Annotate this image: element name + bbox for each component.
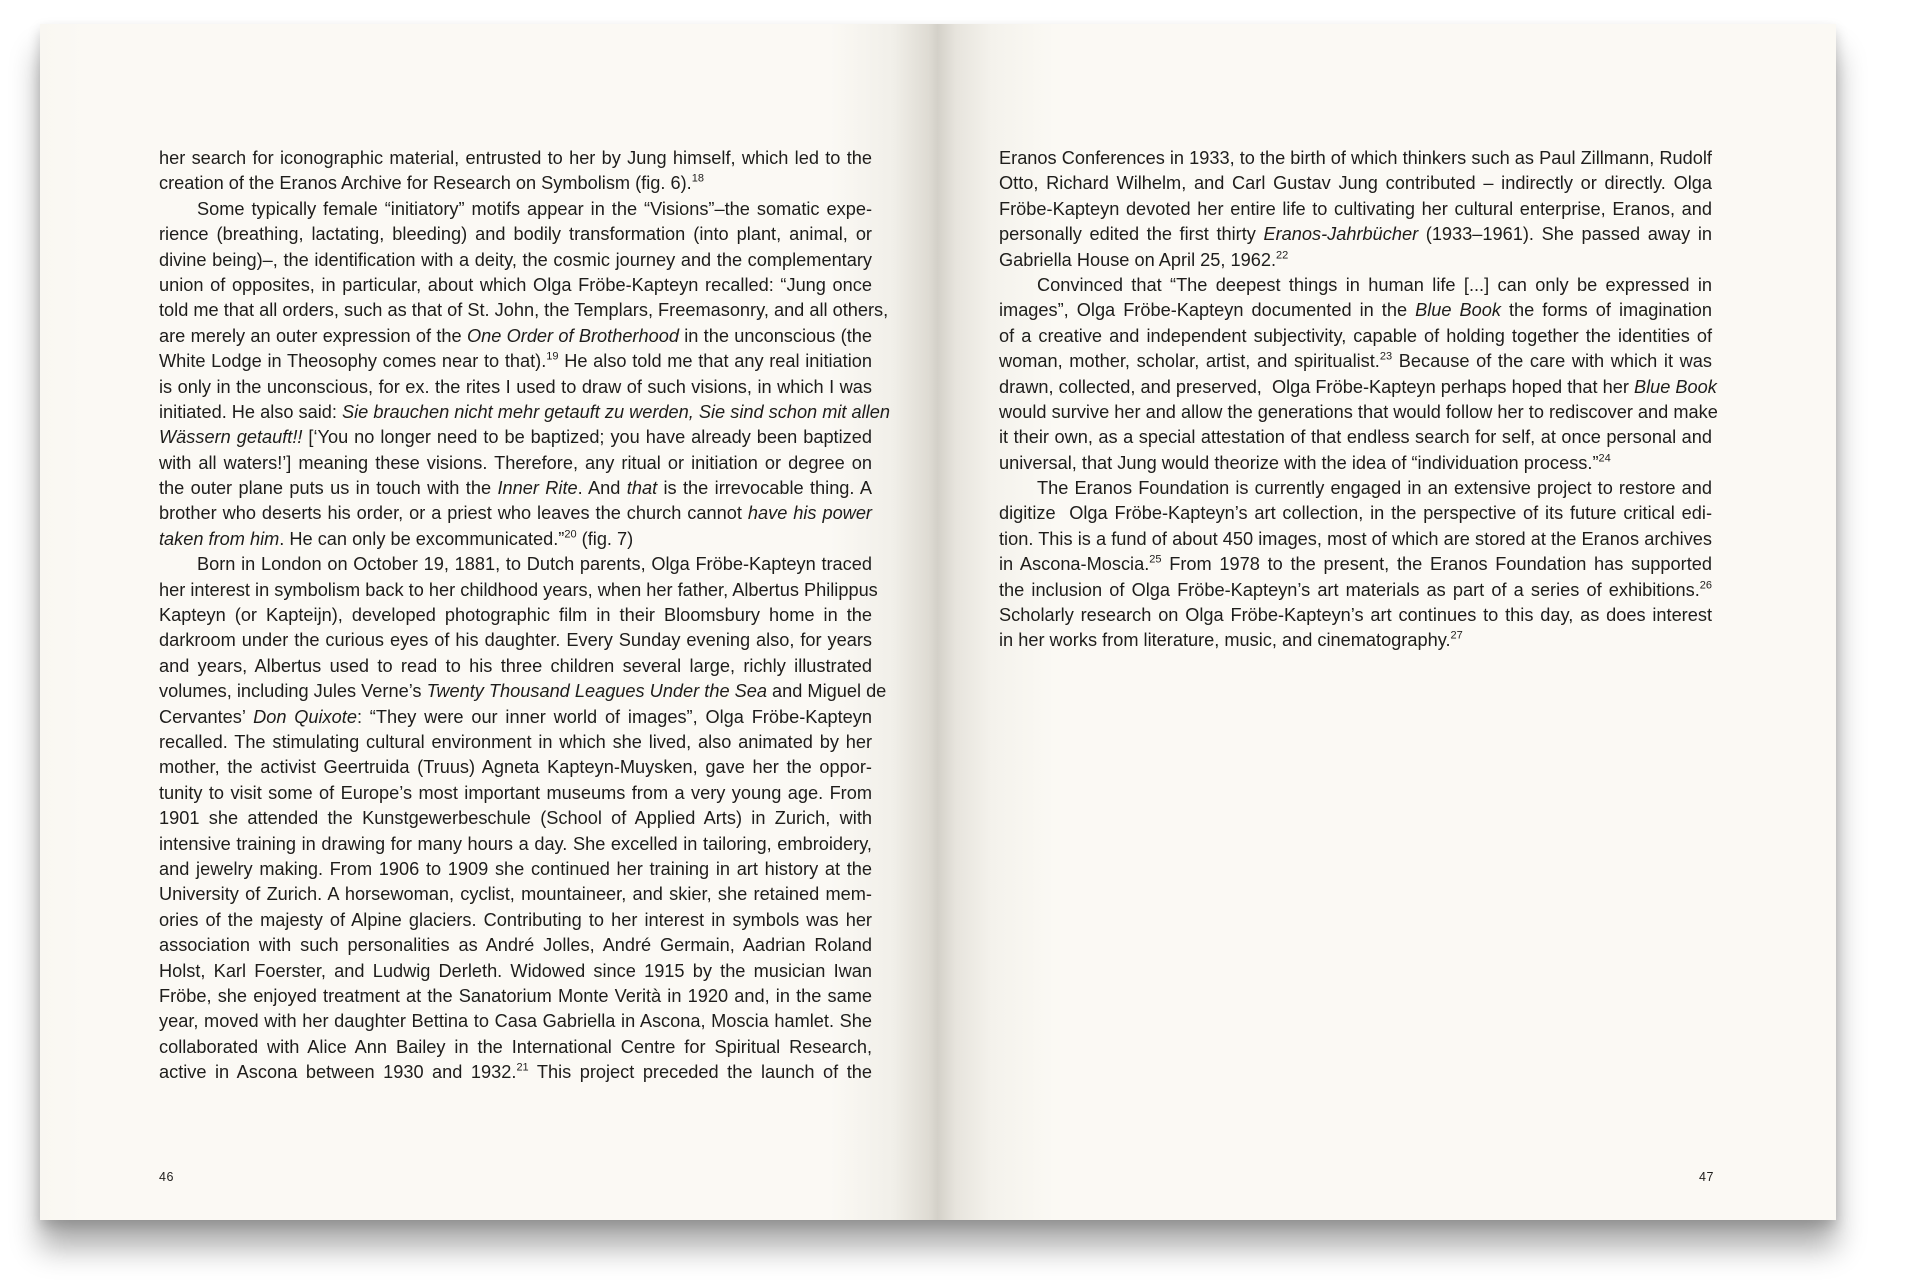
right-page-body-text	[999, 146, 1718, 654]
text-line: are merely an outer expression of the One Order of Brotherhood in the unconscious (the	[159, 325, 872, 346]
text-line: and years, Albertus used to read to his three children several large, richly illustrated	[159, 655, 872, 676]
text-line: union of opposites, in particular, about which Olga Fröbe-Kapteyn recalled: “Jung once	[159, 274, 872, 295]
text-line: 1901 she attended the Kunstgewerbeschule (School of Applied Arts) in Zurich, with	[159, 808, 872, 829]
text-line: her search for iconographic material, entrusted to her by Jung himself, which led to the	[159, 148, 872, 168]
right-page-number: 47	[1699, 1170, 1714, 1184]
text-line: darkroom under the curious eyes of his daughter. Every Sunday evening also, for years	[159, 630, 872, 651]
text-line: divine being)–, the identification with a deity, the cosmic journey and the complementary	[159, 249, 872, 270]
text-line: images”, Olga Fröbe-Kapteyn documented in the Blue Book the forms of imagination	[999, 300, 1712, 321]
text-line: is only in the unconscious, for ex. the rites I used to draw of such visions, in which I was	[159, 376, 872, 397]
text-line: Wässern getauft!! [‘You no longer need to be baptized; you have already been baptized	[159, 427, 872, 448]
text-line: and jewelry making. From 1906 to 1909 she continued her training in art history at the	[159, 858, 872, 879]
text-line: it their own, as a special attestation of that endless search for self, at once personal and	[999, 427, 1712, 448]
text-line: told me that all orders, such as that of St. John, the Templars, Freemasonry, and all others,	[159, 300, 889, 321]
text-line: would survive her and allow the generations that would follow her to rediscover and make	[999, 401, 1718, 422]
text-line: Gabriella House on April 25, 1962.22	[999, 248, 1289, 270]
text-line: universal, that Jung would theorize with the idea of “individuation process.”$^{24}$	[999, 452, 1611, 473]
text-line: personally edited the first thirty Eranos-Jahrbücher (1933–1961). She passed away in	[999, 224, 1712, 245]
text-line: Holst, Karl Foerster, and Ludwig Derleth. Widowed since 1915 by the musician Iwan	[159, 960, 872, 981]
text-line: of a creative and independent subjectivity, capable of holding together the identities of	[999, 325, 1712, 346]
text-line: tunity to visit some of Europe’s most important museums from a very young age. From	[159, 782, 872, 803]
text-line: in Ascona-Moscia.$^{25}$ From 1978 to the present, the Eranos Foundation has supported	[999, 553, 1712, 575]
text-line: volumes, including Jules Verne’s Twenty Thousand Leagues Under the Sea and Miguel de	[159, 681, 887, 702]
text-line: creation of the Eranos Archive for Research on Symbolism (fig. 6).$^{18}$	[159, 172, 704, 194]
text-line: intensive training in drawing for many hours a day. She excelled in tailoring, embroidery,	[159, 833, 872, 854]
text-line: woman, mother, scholar, artist, and spiritualist.$^{23}$ Because of the care with which it was	[999, 350, 1712, 372]
text-line: the outer plane puts us in touch with the Inner Rite. And that is the irrevocable thing. A	[159, 478, 872, 499]
left-page-body-text	[159, 146, 890, 1085]
right-page	[938, 24, 1836, 1220]
text-line: initiated. He also said: Sie brauchen nicht mehr getauft zu werden, Sie sind schon mit allen	[159, 401, 890, 422]
text-line: her interest in symbolism back to her childhood years, when her father, Albertus Philippus	[159, 579, 878, 600]
text-line: Fröbe, she enjoyed treatment at the Sanatorium Monte Verità in 1920 and, in the same	[159, 985, 872, 1006]
text-line: association with such personalities as André Jolles, André Germain, Aadrian Roland	[159, 935, 872, 956]
text-line: The Eranos Foundation is currently engaged in an extensive project to restore and	[1037, 478, 1712, 499]
left-page-number: 46	[159, 1170, 174, 1184]
text-line: Convinced that “The deepest things in human life [...] can only be expressed in	[1037, 274, 1712, 295]
text-line: active in Ascona between 1930 and 1932.21 This project preceded the launch of the	[159, 1061, 872, 1083]
text-line: rience (breathing, lactating, bleeding) and bodily transformation (into plant, animal, or	[159, 224, 872, 245]
text-line: Scholarly research on Olga Fröbe-Kapteyn’s art continues to this day, as does interest	[999, 605, 1712, 626]
text-line: digitize Olga Fröbe-Kapteyn’s art collection, in the perspective of its future critical edi-	[999, 503, 1712, 524]
text-line: University of Zurich. A horsewoman, cyclist, mountaineer, and skier, she retained mem-	[159, 884, 872, 905]
text-line: Fröbe-Kapteyn devoted her entire life to cultivating her cultural enterprise, Eranos, and	[999, 198, 1712, 219]
text-line: Otto, Richard Wilhelm, and Carl Gustav Jung contributed – indirectly or directly. Olga	[999, 173, 1712, 194]
text-line: taken from him. He can only be excommunicated.”$^{20}$ (fig. 7)	[159, 528, 634, 549]
text-line: drawn, collected, and preserved, Olga Fröbe-Kapteyn perhaps hoped that her Blue Book	[999, 376, 1717, 397]
text-line: White Lodge in Theosophy comes near to that).$^{19}$ He also told me that any real initiation	[159, 350, 872, 372]
text-line: recalled. The stimulating cultural environment in which she lived, also animated by her	[159, 731, 872, 752]
text-line: Some typically female “initiatory” motifs appear in the “Visions”–the somatic expe-	[197, 198, 872, 219]
text-line: Eranos Conferences in 1933, to the birth of which thinkers such as Paul Zillmann, Rudolf	[999, 148, 1712, 168]
left-page	[40, 24, 938, 1220]
text-line: Kapteyn (or Kapteijn), developed photographic film in their Bloomsbury home in the	[159, 605, 872, 626]
text-line: collaborated with Alice Ann Bailey in the International Centre for Spiritual Research,	[159, 1036, 872, 1057]
text-line: Cervantes’ Don Quixote: “They were our inner world of images”, Olga Fröbe-Kapteyn	[159, 706, 873, 727]
text-line: in her works from literature, music, and cinematography.$^{27}$	[999, 629, 1463, 651]
text-line: the inclusion of Olga Fröbe-Kapteyn’s art materials as part of a series of exhibitions.$^{26}$	[999, 578, 1712, 600]
text-line: mother, the activist Geertruida (Truus) Agneta Kapteyn-Muysken, gave her the oppor-	[159, 757, 872, 778]
text-line: tion. This is a fund of about 450 images, most of which are stored at the Eranos archives	[999, 528, 1712, 549]
text-line: brother who deserts his order, or a priest who leaves the church cannot have his power	[159, 503, 872, 524]
text-line: Born in London on October 19, 1881, to Dutch parents, Olga Fröbe-Kapteyn traced	[197, 554, 872, 575]
text-line: with all waters!’] meaning these visions. Therefore, any ritual or initiation or degree on	[159, 452, 872, 473]
text-line: ories of the majesty of Alpine glaciers. Contributing to her interest in symbols was her	[159, 909, 872, 930]
text-line: year, moved with her daughter Bettina to Casa Gabriella in Ascona, Moscia hamlet. She	[159, 1011, 872, 1032]
